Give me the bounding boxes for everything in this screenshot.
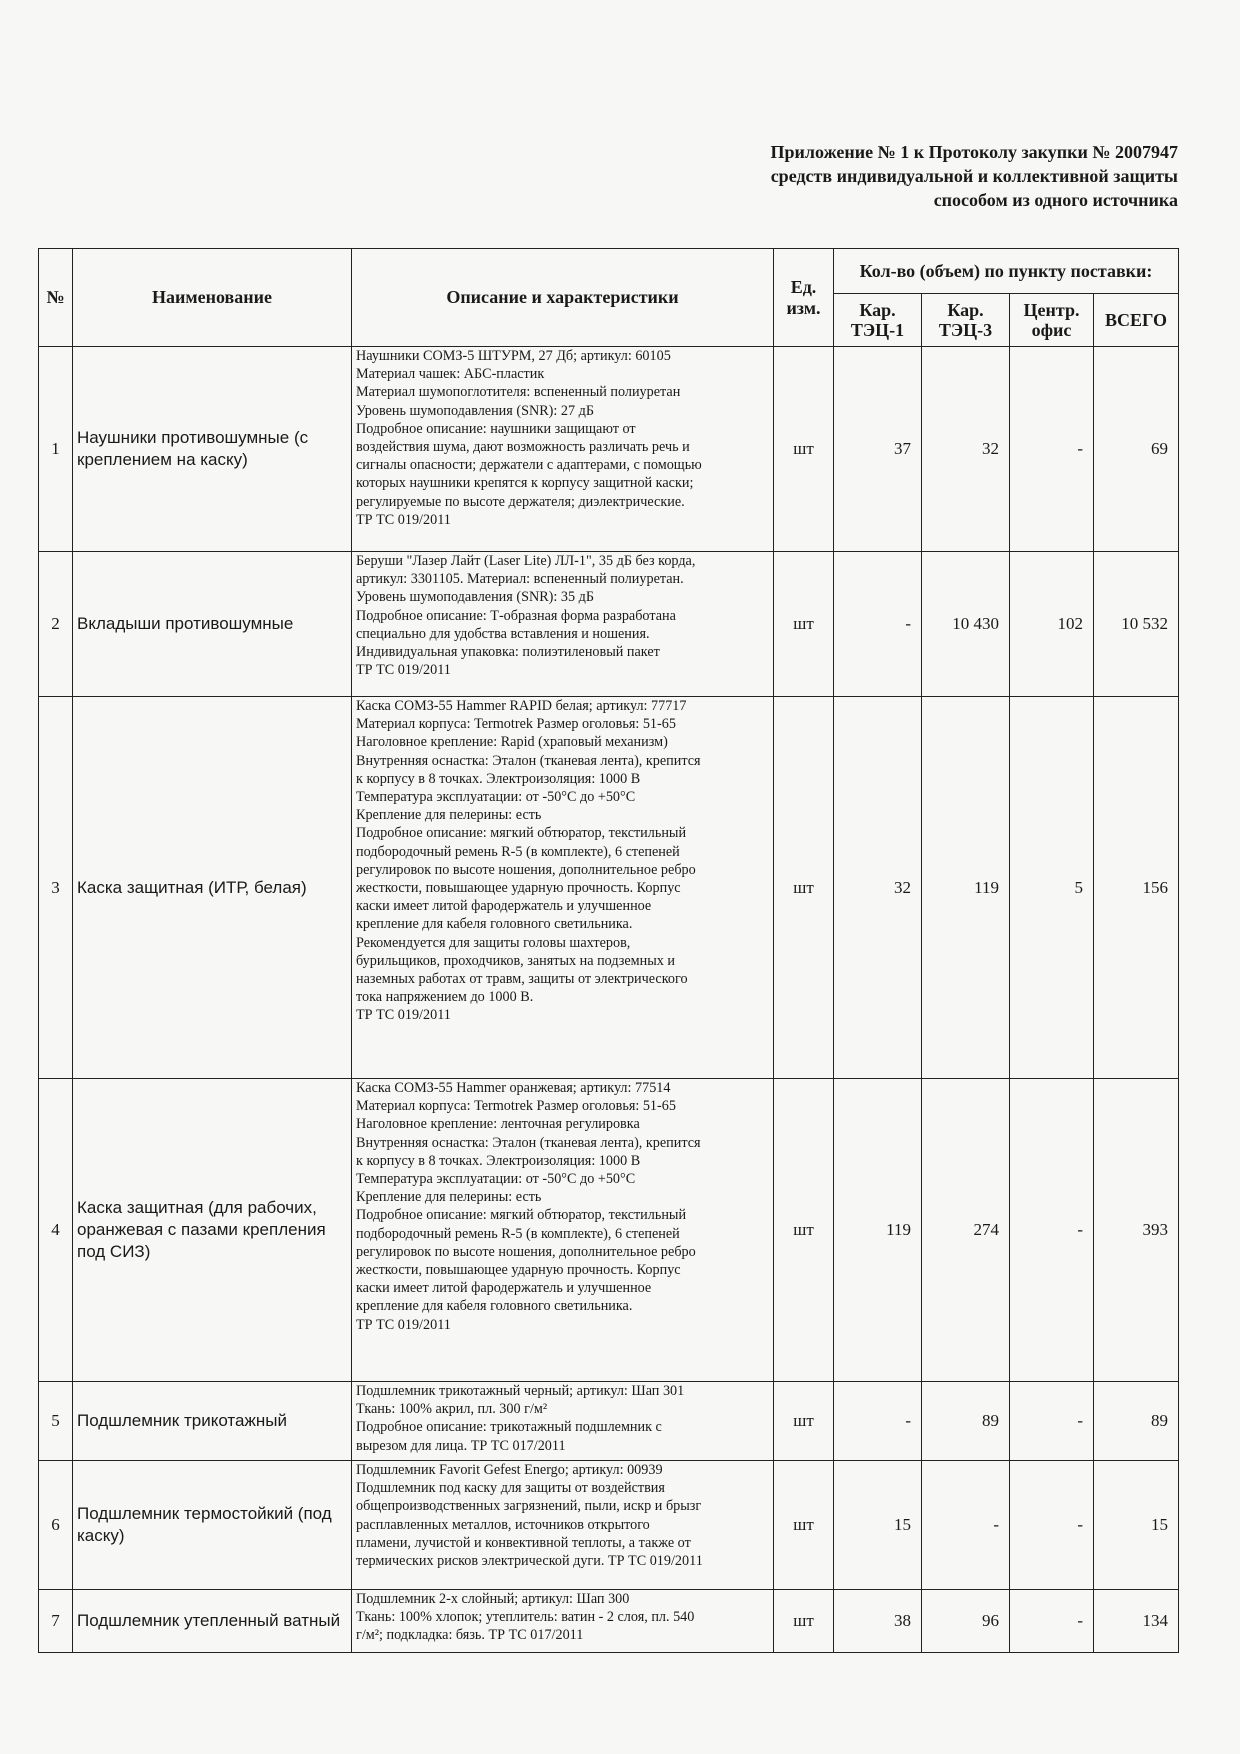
- unit-of-measure: шт: [774, 552, 834, 697]
- qty-office: -: [1010, 1590, 1094, 1653]
- qty-total: 156: [1094, 697, 1179, 1079]
- description-line: Уровень шумоподавления (SNR): 35 дБ: [356, 589, 594, 606]
- description-line: крепление для кабеля головного светильника.: [356, 1298, 633, 1315]
- description-line: Температура эксплуатации: от -50°С до +50°С: [356, 789, 636, 806]
- qty-tec1: 37: [834, 347, 922, 552]
- table-row: [39, 1382, 1179, 1461]
- description-line: ТР ТС 019/2011: [356, 1007, 451, 1024]
- table-row: [39, 347, 1179, 552]
- qty-total: 15: [1094, 1461, 1179, 1590]
- description-line: Внутренняя оснастка: Эталон (тканевая лента), крепится: [356, 1134, 701, 1151]
- unit-of-measure: шт: [774, 1590, 834, 1653]
- item-name: Наушники противошумные (с креплением на каску): [73, 347, 352, 552]
- description-line: регулировок по высоте ношения, дополнительное ребро: [356, 1243, 696, 1260]
- description-line: Подшлемник трикотажный черный; артикул: Шап 301: [356, 1383, 685, 1399]
- description-line: Материал корпуса: Termotrek Размер оголовья: 51-65: [356, 1098, 676, 1115]
- description-line: жесткости, повышающее ударную прочность. Корпус: [356, 1262, 681, 1279]
- description-line: пламени, лучистой и конвективной теплоты, а также от: [356, 1534, 691, 1551]
- description-line: Наголовное крепление: ленточная регулировка: [356, 1116, 640, 1133]
- description-line: Подробное описание: наушники защищают от: [356, 420, 636, 437]
- item-description: [352, 1461, 774, 1590]
- description-line: крепление для кабеля головного светильника.: [356, 916, 633, 933]
- description-line: сигналы опасности; держатели с адаптерами, с помощью: [356, 457, 702, 474]
- item-description: [352, 347, 774, 552]
- description-line: Подробное описание: мягкий обтюратор, текстильный: [356, 825, 687, 842]
- row-number: 2: [39, 552, 73, 697]
- description-line: регулировок по высоте ношения, дополнительное ребро: [356, 861, 696, 878]
- description-line: Внутренняя оснастка: Эталон (тканевая лента), крепится: [356, 752, 701, 769]
- description-line: Индивидуальная упаковка: полиэтиленовый пакет: [356, 644, 660, 661]
- heading-line-1: Приложение № 1 к Протоколу закупки № 2007947: [770, 142, 1178, 162]
- description-line: Подробное описание: трикотажный подшлемник с: [356, 1419, 662, 1436]
- header-office: Центр. офис: [1010, 294, 1094, 347]
- qty-office: 102: [1010, 552, 1094, 697]
- description-line: Беруши "Лазер Лайт (Laser Lite) ЛЛ-1", 35 дБ без корда,: [356, 553, 696, 569]
- description-line: вырезом для лица. ТР ТС 017/2011: [356, 1437, 566, 1454]
- description-line: Материал корпуса: Termotrek Размер оголовья: 51-65: [356, 716, 676, 733]
- table-row: [39, 697, 1179, 1079]
- header-num: №: [39, 249, 73, 347]
- table-body: [39, 347, 1179, 1653]
- description-line: подбородочный ремень R-5 (в комплекте), 6 степеней: [356, 1225, 680, 1242]
- qty-total: 89: [1094, 1382, 1179, 1461]
- qty-tec1: -: [834, 552, 922, 697]
- table-row: [39, 552, 1179, 697]
- row-number: 7: [39, 1590, 73, 1653]
- header-desc: Описание и характеристики: [352, 249, 774, 347]
- qty-tec3: -: [922, 1461, 1010, 1590]
- heading-line-2: средств индивидуальной и коллективной защиты: [770, 166, 1178, 186]
- item-name: Подшлемник трикотажный: [73, 1382, 352, 1461]
- qty-total: 393: [1094, 1079, 1179, 1382]
- description-line: Подшлемник 2-х слойный; артикул: Шап 300: [356, 1591, 630, 1607]
- description-line: Наголовное крепление: Rapid (храповый механизм): [356, 734, 668, 751]
- description-line: подбородочный ремень R-5 (в комплекте), 6 степеней: [356, 843, 680, 860]
- description-line: каски имеет литой фародержатель и улучшенное: [356, 898, 652, 915]
- description-line: Уровень шумоподавления (SNR): 27 дБ: [356, 402, 594, 419]
- unit-of-measure: шт: [774, 1461, 834, 1590]
- description-line: Материал шумопоглотителя: вспененный полиуретан: [356, 384, 681, 401]
- procurement-table: [38, 248, 1179, 1653]
- qty-total: 10 532: [1094, 552, 1179, 697]
- description-line: наземных работах от травм, защиты от электрического: [356, 971, 688, 988]
- qty-office: 5: [1010, 697, 1094, 1079]
- description-line: к корпусу в 8 точках. Электроизоляция: 1000 В: [356, 770, 641, 787]
- unit-of-measure: шт: [774, 347, 834, 552]
- description-line: Материал чашек: АБС-пластик: [356, 366, 545, 383]
- description-line: Крепление для пелерины: есть: [356, 807, 542, 824]
- item-name: Каска защитная (ИТР, белая): [73, 697, 352, 1079]
- qty-office: -: [1010, 1461, 1094, 1590]
- description-line: Подшлемник под каску для защиты от воздействия: [356, 1480, 665, 1497]
- qty-office: -: [1010, 1079, 1094, 1382]
- header-qty-group: Кол-во (объем) по пункту поставки:: [834, 249, 1179, 294]
- header-total: ВСЕГО: [1094, 294, 1179, 347]
- unit-of-measure: шт: [774, 1382, 834, 1461]
- row-number: 6: [39, 1461, 73, 1590]
- qty-total: 134: [1094, 1590, 1179, 1653]
- qty-tec3: 274: [922, 1079, 1010, 1382]
- unit-of-measure: шт: [774, 1079, 834, 1382]
- description-line: Подробное описание: Т-образная форма разработана: [356, 607, 676, 624]
- description-line: артикул: 3301105. Материал: вспененный полиуретан.: [356, 571, 684, 588]
- document-heading: [771, 140, 1178, 212]
- heading-line-3: способом из одного источника: [933, 190, 1178, 210]
- description-line: Подробное описание: мягкий обтюратор, текстильный: [356, 1207, 687, 1224]
- item-description: [352, 697, 774, 1079]
- description-line: ТР ТС 019/2011: [356, 662, 451, 679]
- row-number: 3: [39, 697, 73, 1079]
- item-description: [352, 552, 774, 697]
- description-line: Температура эксплуатации: от -50°С до +50°С: [356, 1171, 636, 1188]
- item-name: Вкладыши противошумные: [73, 552, 352, 697]
- description-line: Ткань: 100% хлопок; утеплитель: ватин - 2 слоя, пл. 540: [356, 1609, 695, 1626]
- table-row: [39, 1079, 1179, 1382]
- description-line: тока напряжением до 1000 В.: [356, 989, 534, 1006]
- item-description: [352, 1382, 774, 1461]
- description-line: термических рисков электрической дуги. ТР ТС 019/2011: [356, 1553, 703, 1570]
- table-row: [39, 1461, 1179, 1590]
- qty-tec1: 15: [834, 1461, 922, 1590]
- description-line: которых наушники крепятся к корпусу защитной каски;: [356, 475, 694, 492]
- description-line: каски имеет литой фародержатель и улучшенное: [356, 1280, 652, 1297]
- row-number: 1: [39, 347, 73, 552]
- qty-tec1: 38: [834, 1590, 922, 1653]
- qty-tec3: 96: [922, 1590, 1010, 1653]
- qty-tec3: 119: [922, 697, 1010, 1079]
- item-description: [352, 1590, 774, 1653]
- item-description: [352, 1079, 774, 1382]
- description-line: Подшлемник Favorit Gefest Energo; артикул: 00939: [356, 1462, 663, 1478]
- header-name: Наименование: [73, 249, 352, 347]
- item-name: Подшлемник термостойкий (под каску): [73, 1461, 352, 1590]
- description-line: Наушники СОМЗ-5 ШТУРМ, 27 Дб; артикул: 60105: [356, 348, 671, 364]
- row-number: 4: [39, 1079, 73, 1382]
- description-line: воздействия шума, дают возможность различать речь и: [356, 439, 690, 456]
- header-tec3: Кар. ТЭЦ-3: [922, 294, 1010, 347]
- qty-tec3: 32: [922, 347, 1010, 552]
- description-line: расплавленных металлов, источников открытого: [356, 1516, 650, 1533]
- header-unit: Ед. изм.: [774, 249, 834, 347]
- qty-tec3: 89: [922, 1382, 1010, 1461]
- description-line: Каска СОМЗ-55 Hammer RAPID белая; артикул: 77717: [356, 698, 687, 714]
- qty-tec1: -: [834, 1382, 922, 1461]
- description-line: специально для удобства вставления и ношения.: [356, 625, 650, 642]
- qty-tec3: 10 430: [922, 552, 1010, 697]
- qty-office: -: [1010, 347, 1094, 552]
- item-name: Каска защитная (для рабочих, оранжевая с пазами крепления под СИЗ): [73, 1079, 352, 1382]
- qty-tec1: 119: [834, 1079, 922, 1382]
- description-line: Ткань: 100% акрил, пл. 300 г/м²: [356, 1401, 548, 1418]
- description-line: г/м²; подкладка: бязь. ТР ТС 017/2011: [356, 1627, 584, 1644]
- description-line: Каска СОМЗ-55 Hammer оранжевая; артикул: 77514: [356, 1080, 671, 1096]
- description-line: к корпусу в 8 точках. Электроизоляция: 1000 В: [356, 1152, 641, 1169]
- qty-office: -: [1010, 1382, 1094, 1461]
- description-line: Рекомендуется для защиты головы шахтеров,: [356, 934, 631, 951]
- description-line: бурильщиков, проходчиков, занятых на подземных и: [356, 952, 675, 969]
- qty-tec1: 32: [834, 697, 922, 1079]
- description-line: жесткости, повышающее ударную прочность. Корпус: [356, 880, 681, 897]
- description-line: регулируемые по высоте держателя; диэлектрические.: [356, 493, 685, 510]
- qty-total: 69: [1094, 347, 1179, 552]
- description-line: общепроизводственных загрязнений, пыли, искр и брызг: [356, 1498, 702, 1515]
- header-tec1: Кар. ТЭЦ-1: [834, 294, 922, 347]
- table-row: [39, 1590, 1179, 1653]
- description-line: Крепление для пелерины: есть: [356, 1189, 542, 1206]
- item-name: Подшлемник утепленный ватный: [73, 1590, 352, 1653]
- description-line: ТР ТС 019/2011: [356, 511, 451, 528]
- row-number: 5: [39, 1382, 73, 1461]
- unit-of-measure: шт: [774, 697, 834, 1079]
- description-line: ТР ТС 019/2011: [356, 1316, 451, 1333]
